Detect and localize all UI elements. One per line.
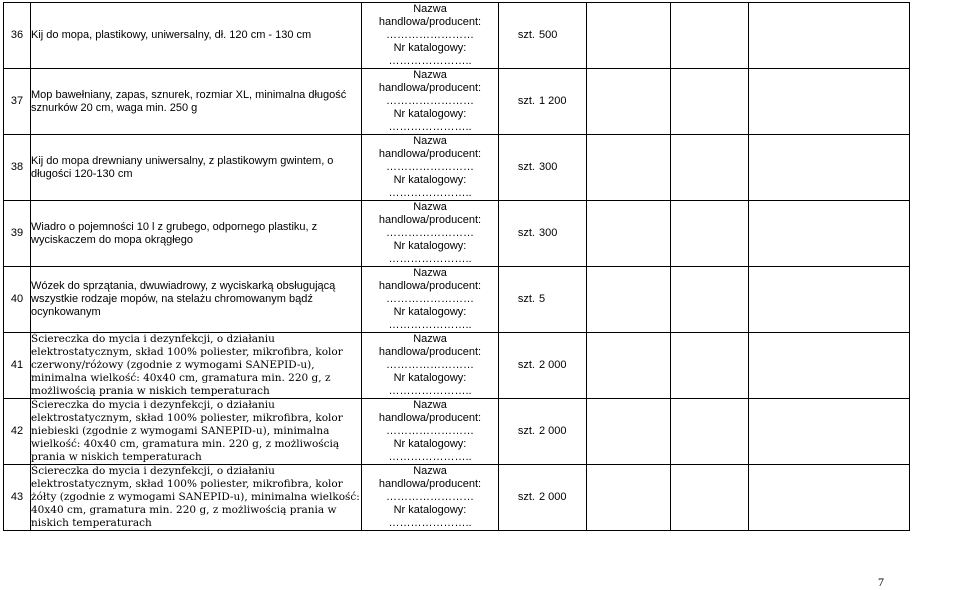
catalog-dots: ………………….. (388, 319, 472, 331)
quantity-cell (499, 135, 587, 201)
producer-label: Nazwa handlowa/producent: (378, 3, 482, 28)
unit-label: szt. (517, 293, 535, 305)
quantity-cell (499, 333, 587, 399)
catalog-label: Nr katalogowy: (393, 504, 467, 516)
item-description-text: Wózek do sprzątania, dwuwiadrowy, z wyciskarką obsługującą wszystkie rodzaje mopów, na stelażu chromowanym bądź ocynkowanym (31, 280, 336, 318)
empty-cell (749, 135, 910, 201)
producer-catalog-cell (362, 399, 499, 465)
quantity-cell (499, 201, 587, 267)
unit-label: szt. (517, 359, 535, 371)
quantity-cell (499, 465, 587, 531)
empty-cell (587, 399, 671, 465)
catalog-label: Nr katalogowy: (393, 240, 467, 252)
empty-cell (587, 69, 671, 135)
unit-label: szt. (517, 227, 535, 239)
catalog-dots: ………………….. (388, 517, 472, 529)
producer-label: Nazwa handlowa/producent: (378, 201, 482, 226)
catalog-dots: ………………….. (388, 187, 472, 199)
item-description (31, 333, 362, 399)
empty-cell (671, 465, 749, 531)
empty-cell (749, 333, 910, 399)
row-number: 39 (4, 201, 31, 267)
empty-cell (587, 267, 671, 333)
producer-catalog-cell (362, 135, 499, 201)
catalog-dots: ………………….. (388, 253, 472, 265)
item-description (31, 135, 362, 201)
producer-dots: …………………… (386, 161, 474, 173)
item-description (31, 267, 362, 333)
catalog-label: Nr katalogowy: (393, 438, 467, 450)
unit-label: szt. (517, 491, 535, 503)
empty-cell (671, 69, 749, 135)
unit-label: szt. (517, 161, 535, 173)
item-description-text: Wiadro o pojemności 10 l z grubego, odpornego plastiku, z wyciskaczem do mopa okrągłego (31, 220, 318, 246)
producer-dots: …………………… (386, 29, 474, 41)
row-number: 42 (4, 399, 31, 465)
item-description (31, 465, 362, 531)
quantity-value: 2 000 (539, 491, 567, 503)
catalog-dots: ………………….. (388, 451, 472, 463)
quantity-value: 1 200 (539, 95, 567, 107)
item-description (31, 201, 362, 267)
empty-cell (671, 201, 749, 267)
quantity-value: 2 000 (539, 359, 567, 371)
quantity-cell (499, 399, 587, 465)
quantity-cell (499, 3, 587, 69)
quantity-value: 500 (539, 29, 558, 41)
items-table-body (4, 3, 910, 531)
producer-label: Nazwa handlowa/producent: (378, 267, 482, 292)
producer-catalog-cell (362, 333, 499, 399)
row-number: 36 (4, 3, 31, 69)
empty-cell (671, 3, 749, 69)
table-row (4, 267, 910, 333)
item-description-text: Kij do mopa, plastikowy, uniwersalny, dł. 120 cm - 130 cm (31, 29, 312, 41)
quantity-value: 2 000 (539, 425, 567, 437)
item-description (31, 3, 362, 69)
producer-catalog-cell (362, 201, 499, 267)
catalog-label: Nr katalogowy: (393, 372, 467, 384)
item-description (31, 399, 362, 465)
empty-cell (587, 3, 671, 69)
empty-cell (749, 201, 910, 267)
quantity-cell (499, 267, 587, 333)
producer-label: Nazwa handlowa/producent: (378, 333, 482, 358)
item-description-text: Kij do mopa drewniany uniwersalny, z plastikowym gwintem, o długości 120-130 cm (31, 154, 334, 180)
table-row (4, 399, 910, 465)
item-description-text: Ściereczka do mycia i dezynfekcji, o działaniu elektrostatycznym, skład 100% poliester, mikrofibra, kolor niebieski (zgodnie z wymogami SANEPID-u), minimalna wielkość: 40x40 cm, gramatura min. 220 g, z możliwością prania w niskich temperaturach (31, 399, 343, 463)
empty-cell (749, 69, 910, 135)
producer-label: Nazwa handlowa/producent: (378, 399, 482, 424)
catalog-dots: ………………….. (388, 121, 472, 133)
producer-label: Nazwa handlowa/producent: (378, 135, 482, 160)
page-number: 7 (878, 575, 884, 589)
empty-cell (749, 267, 910, 333)
table-row (4, 3, 910, 69)
unit-label: szt. (517, 29, 535, 41)
item-description (31, 69, 362, 135)
catalog-dots: ………………….. (388, 55, 472, 67)
item-description-text: Mop bawełniany, zapas, sznurek, rozmiar XL, minimalna długość sznurków 20 cm, waga min. 250 g (31, 88, 347, 114)
empty-cell (671, 399, 749, 465)
empty-cell (671, 267, 749, 333)
catalog-label: Nr katalogowy: (393, 42, 467, 54)
empty-cell (587, 465, 671, 531)
empty-cell (587, 201, 671, 267)
table-row (4, 465, 910, 531)
table-row (4, 201, 910, 267)
producer-dots: …………………… (386, 227, 474, 239)
table-row (4, 135, 910, 201)
producer-dots: …………………… (386, 425, 474, 437)
quantity-value: 300 (539, 227, 558, 239)
empty-cell (587, 135, 671, 201)
producer-catalog-cell (362, 3, 499, 69)
empty-cell (587, 333, 671, 399)
row-number: 38 (4, 135, 31, 201)
empty-cell (749, 3, 910, 69)
item-description-text: Ściereczka do mycia i dezynfekcji, o działaniu elektrostatycznym, skład 100% poliester, mikrofibra, kolor żółty (zgodnie z wymogami SANEPID-u), minimalna wielkość: 40x40 cm, gramatura min. 220 g, z możliwością prania w niskich temperaturach (31, 465, 360, 529)
table-row (4, 333, 910, 399)
catalog-label: Nr katalogowy: (393, 174, 467, 186)
table-row (4, 69, 910, 135)
row-number: 40 (4, 267, 31, 333)
producer-dots: …………………… (386, 359, 474, 371)
catalog-label: Nr katalogowy: (393, 108, 467, 120)
empty-cell (671, 135, 749, 201)
row-number: 41 (4, 333, 31, 399)
producer-dots: …………………… (386, 491, 474, 503)
catalog-label: Nr katalogowy: (393, 306, 467, 318)
quantity-value: 5 (539, 293, 546, 305)
unit-label: szt. (517, 425, 535, 437)
producer-label: Nazwa handlowa/producent: (378, 69, 482, 94)
producer-dots: …………………… (386, 293, 474, 305)
catalog-dots: ………………….. (388, 385, 472, 397)
producer-catalog-cell (362, 465, 499, 531)
row-number: 43 (4, 465, 31, 531)
producer-catalog-cell (362, 267, 499, 333)
producer-catalog-cell (362, 69, 499, 135)
items-table (3, 2, 910, 531)
producer-label: Nazwa handlowa/producent: (378, 465, 482, 490)
empty-cell (749, 465, 910, 531)
quantity-cell (499, 69, 587, 135)
row-number: 37 (4, 69, 31, 135)
item-description-text: Ściereczka do mycia i dezynfekcji, o działaniu elektrostatycznym, skład 100% poliester, mikrofibra, kolor czerwony/różowy (zgodnie z wymogami SANEPID-u), minimalna wielkość: 40x40 cm, gramatura min. 220 g, z możliwością prania w niskich temperaturach (31, 333, 343, 397)
unit-label: szt. (517, 95, 535, 107)
empty-cell (671, 333, 749, 399)
empty-cell (749, 399, 910, 465)
producer-dots: …………………… (386, 95, 474, 107)
quantity-value: 300 (539, 161, 558, 173)
